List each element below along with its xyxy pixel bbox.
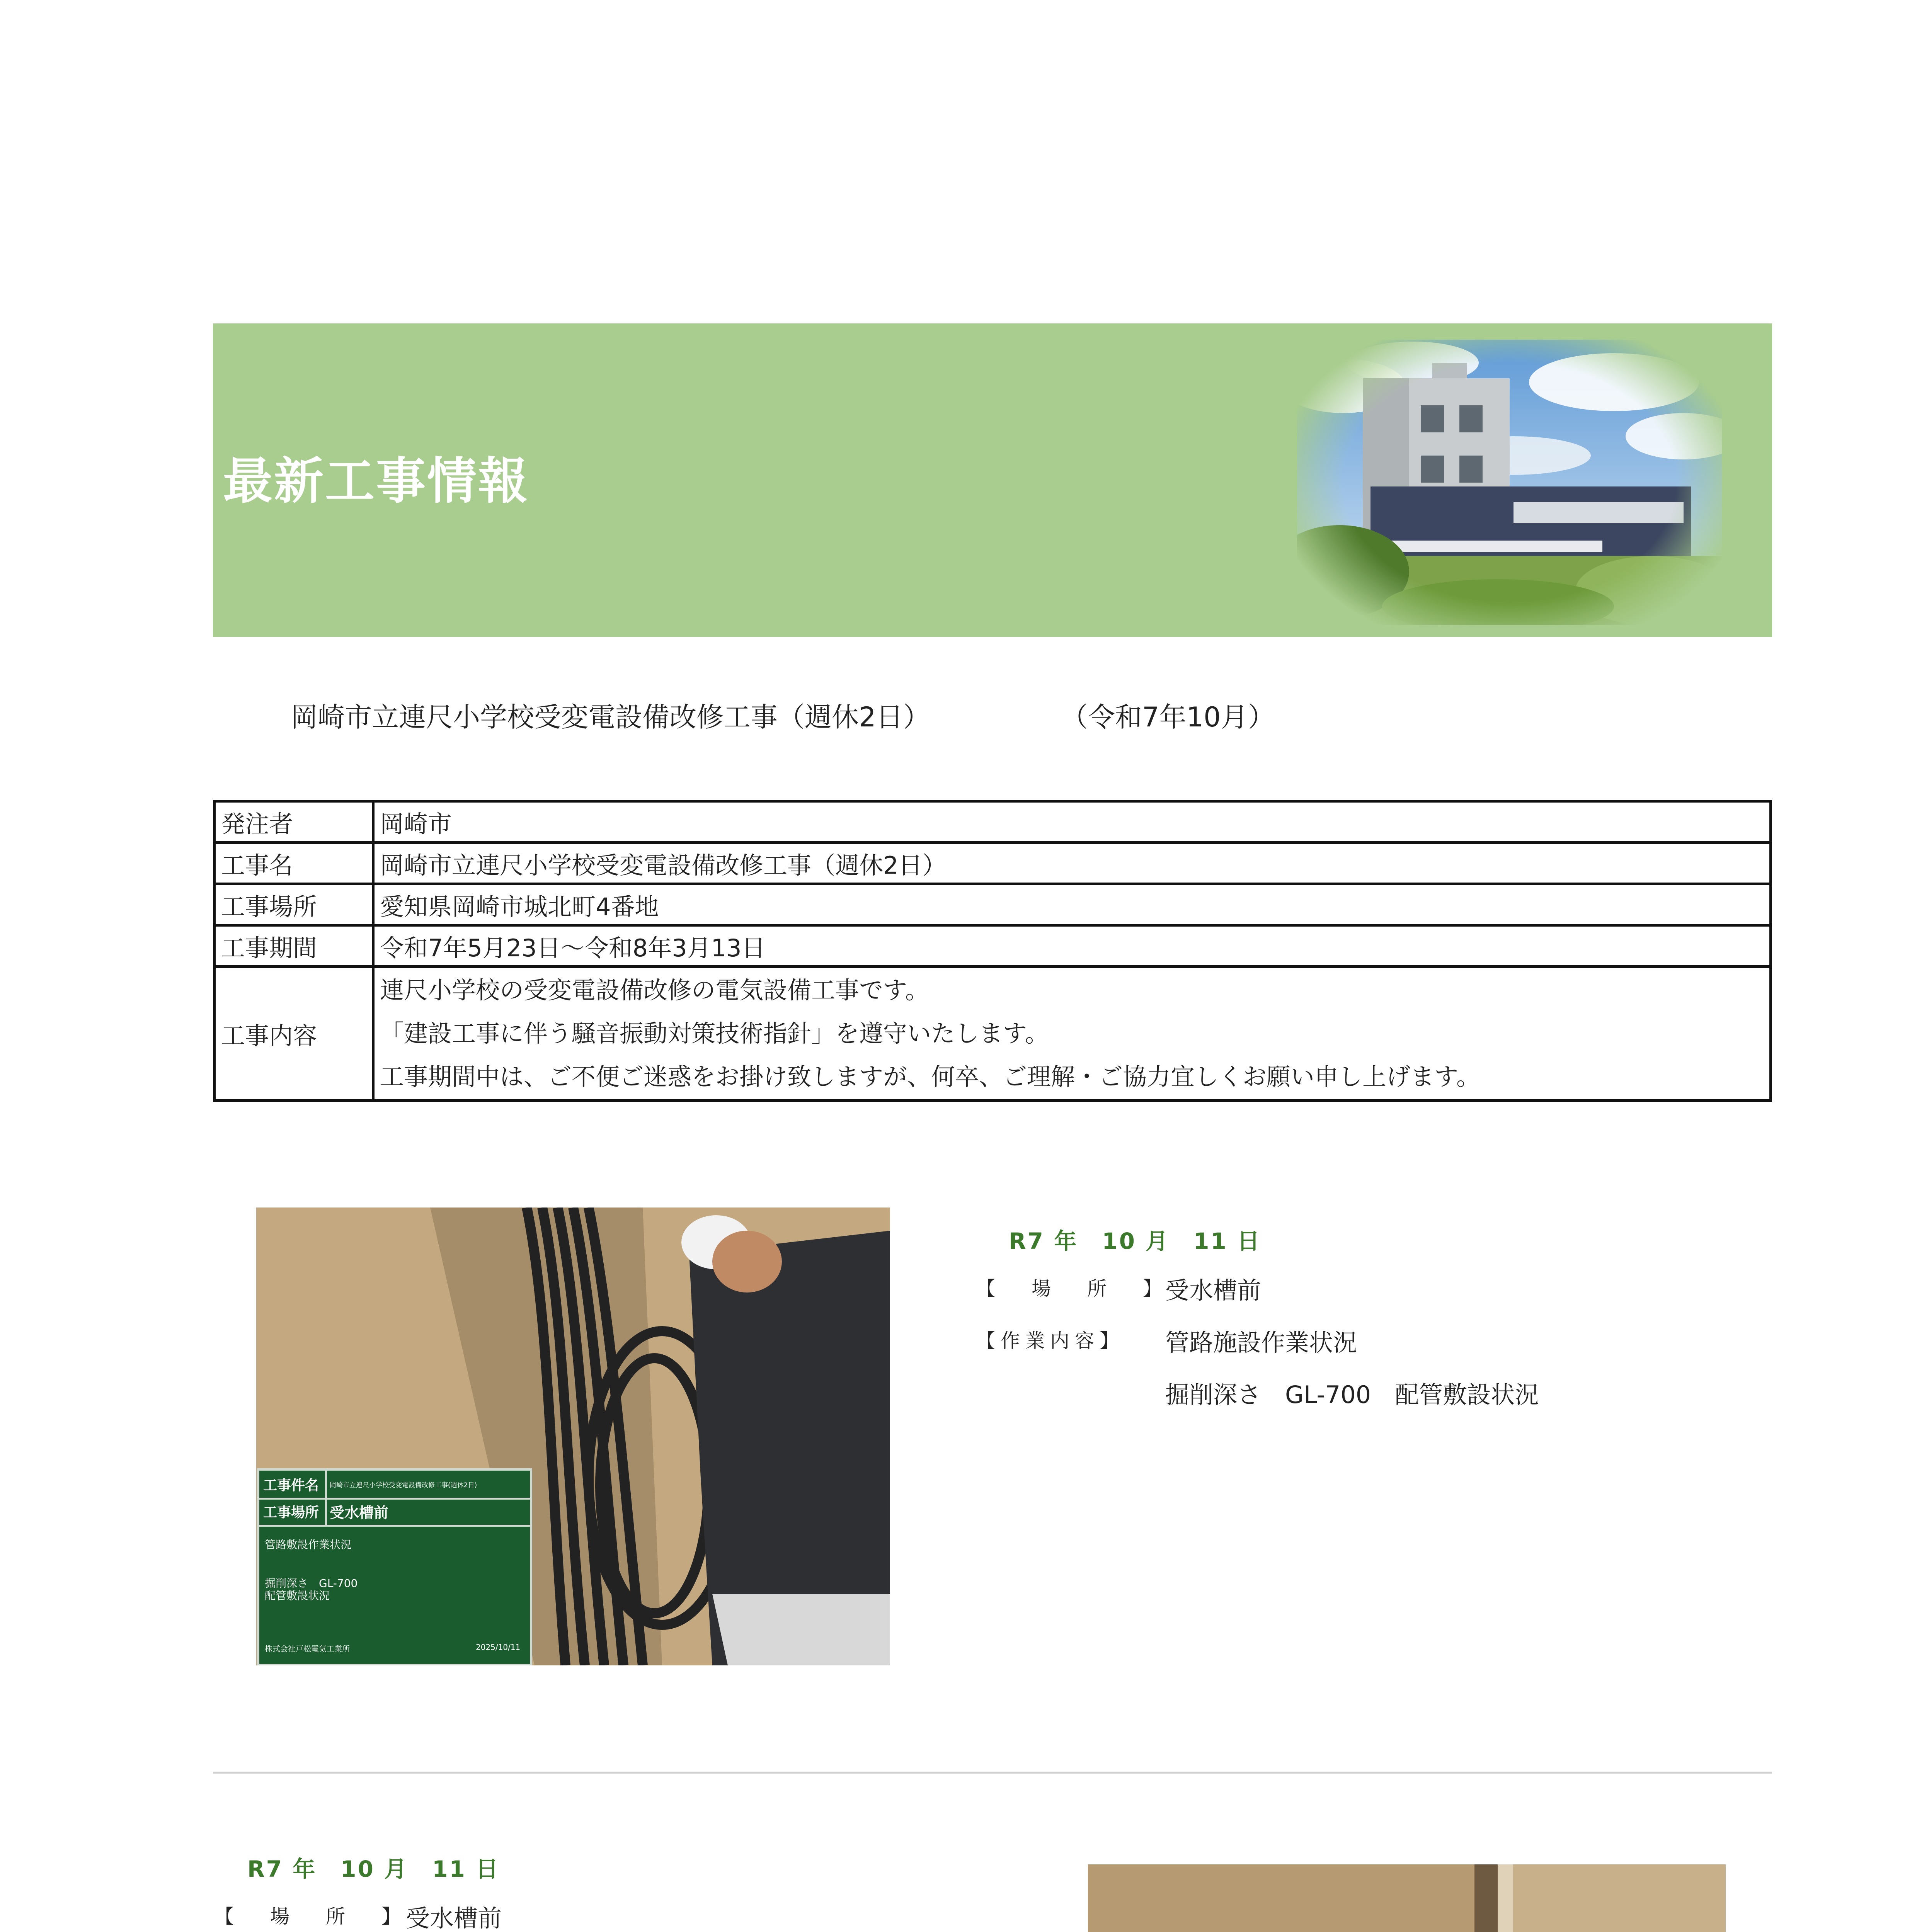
board-body-line: 掘削深さ GL-700: [265, 1577, 358, 1590]
row-label: 発注者: [215, 801, 373, 843]
work-label: 【作業内容】: [976, 1330, 1124, 1352]
site-photo: [256, 1208, 890, 1665]
place-value: 受水槽前: [1165, 1276, 1262, 1304]
row-value: 令和7年5月23日～令和8年3月13日: [373, 925, 1771, 967]
board-name-value: 岡崎市立連尺小学校受変電設備改修工事(週休2日): [330, 1481, 477, 1489]
table-row: [215, 884, 1771, 925]
place-label: 【 場 所 】: [215, 1905, 409, 1928]
place-label: 【 場 所 】: [976, 1277, 1171, 1300]
row-value: 岡崎市: [373, 801, 1771, 843]
section-divider: [213, 1772, 1772, 1774]
project-date: （令和7年10月）: [1061, 701, 1275, 733]
table-row: [215, 843, 1771, 884]
board-date: 2025/10/11: [476, 1643, 521, 1652]
report-date: R7 年 10 月 11 日: [247, 1856, 500, 1882]
row-value: 愛知県岡崎市城北町4番地: [373, 884, 1771, 925]
row-label: 工事期間: [215, 925, 373, 967]
board-body-line: 配管敷設状況: [265, 1589, 330, 1602]
work-line: 掘削深さ GL-700 配管敷設状況: [1165, 1381, 1539, 1409]
row-label: 工事場所: [215, 884, 373, 925]
row-label: 工事内容: [215, 967, 373, 1101]
content-line: 「建設工事に伴う騒音振動対策技術指針」を遵守いたします。: [380, 1019, 1049, 1048]
report-date: R7 年 10 月 11 日: [1009, 1228, 1262, 1254]
row-value: [373, 967, 1771, 1101]
place-value: 受水槽前: [406, 1904, 502, 1932]
row-label: 工事名: [215, 843, 373, 884]
board-place-label: 工事場所: [259, 1498, 327, 1525]
board-name-label: 工事件名: [259, 1471, 327, 1498]
board-body-line: 管路敷設作業状況: [265, 1538, 352, 1551]
header-banner: [213, 323, 1772, 637]
table-row: [215, 967, 1771, 1101]
board-place-value: 受水槽前: [330, 1504, 389, 1521]
table-row: [215, 801, 1771, 843]
row-value: 岡崎市立連尺小学校受変電設備改修工事（週休2日）: [373, 843, 1771, 884]
board-company: 株式会社戸松電気工業所: [265, 1644, 350, 1653]
site-signboard: [257, 1468, 532, 1665]
content-line: 工事期間中は、ご不便ご迷惑をお掛け致しますが、何卒、ご理解・ご協力宜しくお願い申し上げます。: [380, 1063, 1481, 1091]
project-info-table: [213, 800, 1772, 1102]
building-photo: [1297, 340, 1722, 625]
page-title: 最新工事情報: [223, 452, 529, 510]
project-title: 岡崎市立連尺小学校受変電設備改修工事（週休2日）: [291, 701, 930, 733]
work-line: 管路施設作業状況: [1165, 1328, 1357, 1357]
table-row: [215, 925, 1771, 967]
content-line: 連尺小学校の受変電設備改修の電気設備工事です。: [380, 976, 930, 1004]
site-photo: [1088, 1864, 1726, 1932]
